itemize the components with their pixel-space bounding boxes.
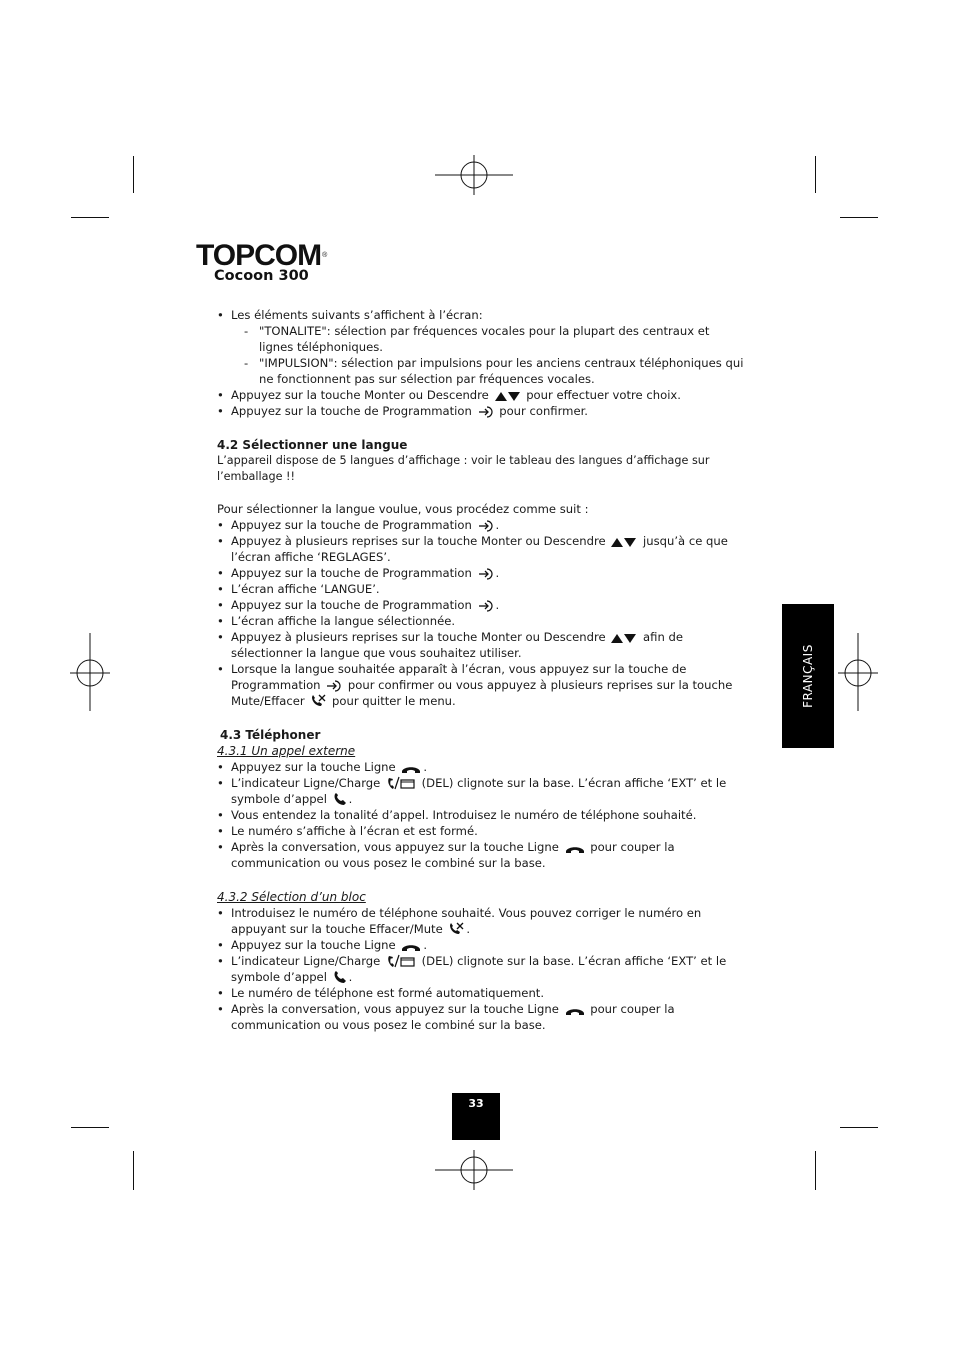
external-call-steps [217, 759, 747, 871]
crop-mark [71, 1127, 109, 1128]
up-down-arrows-icon [611, 633, 637, 644]
list-item: • Après la conversation, vous appuyez sur la touche Ligne pour couper la communication ou vous posez le combiné sur la base. [217, 1001, 747, 1033]
language-tab [782, 604, 834, 748]
crop-mark [840, 1127, 878, 1128]
note: L’appareil dispose de 5 langues d’affichage : voir le tableau des langues d’affichage sur l’emballage !! [217, 454, 710, 483]
page-content [217, 307, 747, 1033]
line-charge-led-icon [386, 776, 416, 790]
up-down-arrows-icon [611, 537, 637, 548]
subsection-heading-4-3-2: 4.3.2 Sélection d’un bloc [217, 890, 366, 904]
list-item: • Le numéro s’affiche à l’écran et est formé. [217, 823, 747, 839]
mute-erase-icon [448, 922, 464, 936]
list-item: • L’écran affiche la langue sélectionnée. [217, 613, 747, 629]
registration-mark-top [435, 155, 515, 195]
mute-erase-icon [310, 694, 326, 708]
crop-mark [71, 217, 109, 218]
line-handset-icon [565, 845, 585, 854]
programming-key-icon [478, 600, 494, 612]
list-item: • Appuyez sur la touche de Programmation pour confirmer. [217, 403, 747, 419]
call-symbol-icon [333, 793, 347, 806]
list-item: • Appuyez sur la touche de Programmation . [217, 517, 747, 533]
line-charge-led-icon [386, 954, 416, 968]
list-item: • Appuyez à plusieurs reprises sur la touche Monter ou Descendre afin de sélectionner la langue que vous souhaitez utiliser. [217, 629, 747, 661]
model-name: Cocoon 300 [214, 268, 309, 284]
language-steps [217, 517, 747, 709]
paragraph: Pour sélectionner la langue voulue, vous procédez comme suit : [217, 502, 589, 516]
programming-key-icon [326, 680, 342, 692]
list-item: - "IMPULSION": sélection par impulsions pour les anciens centraux téléphoniques qui ne fonctionnent pas sur sélection par fréquences vocales. [231, 355, 747, 387]
list-item: • Appuyez sur la touche Ligne . [217, 937, 747, 953]
brand-logo: TOPCOM® [196, 239, 327, 272]
list-item: • L’indicateur Ligne/Charge (DEL) clignote sur la base. L’écran affiche ‘EXT’ et le symbole d’appel . [217, 775, 747, 807]
programming-key-icon [478, 520, 494, 532]
section-heading-4-3: 4.3 Téléphoner [220, 728, 321, 742]
page-number: 33 [452, 1093, 500, 1140]
programming-key-icon [478, 568, 494, 580]
section-heading-4-2: 4.2 Sélectionner une langue [217, 438, 408, 452]
list-item: • Lorsque la langue souhaitée apparaît à l’écran, vous appuyez sur la touche de Programmation pour confirmer ou vous appuyez à plusieurs reprises sur la touche Mute/Effacer pour quitter le menu. [217, 661, 747, 709]
list-item: • Introduisez le numéro de téléphone souhaité. Vous pouvez corriger le numéro en appuyant sur la touche Effacer/Mute . [217, 905, 747, 937]
list-item: • Après la conversation, vous appuyez sur la touche Ligne pour couper la communication ou vous posez le combiné sur la base. [217, 839, 747, 871]
list-item: • L’écran affiche ‘LANGUE’. [217, 581, 747, 597]
call-symbol-icon [333, 971, 347, 984]
block-dial-steps [217, 905, 747, 1033]
crop-mark [840, 217, 878, 218]
list-item: • Appuyez sur la touche Ligne . [217, 759, 747, 775]
crop-mark [815, 156, 816, 193]
registration-mark-bottom [435, 1150, 515, 1190]
line-handset-icon [401, 943, 421, 952]
intro-list [217, 307, 747, 419]
crop-mark [815, 1151, 816, 1190]
line-handset-icon [401, 765, 421, 774]
language-tab-label: FRANÇAIS [801, 644, 815, 708]
line-handset-icon [565, 1007, 585, 1016]
up-down-arrows-icon [495, 391, 521, 402]
list-item: - "TONALITE": sélection par fréquences vocales pour la plupart des centraux et lignes téléphoniques. [231, 323, 747, 355]
list-item: • Appuyez sur la touche Monter ou Descendre pour effectuer votre choix. [217, 387, 747, 403]
list-item: • L’indicateur Ligne/Charge (DEL) clignote sur la base. L’écran affiche ‘EXT’ et le symbole d’appel . [217, 953, 747, 985]
list-item: • Les éléments suivants s’affichent à l’écran: - "TONALITE": sélection par fréquences vocales pour la plupart des centraux et lignes téléphoniques. - "IMPULSION": sélection par impulsions pour les anciens centraux téléphoniques qui ne fonctionnent pas sur sélection par fréquences vocales. [217, 307, 747, 387]
list-item: • Appuyez à plusieurs reprises sur la touche Monter ou Descendre jusqu’à ce que l’écran affiche ‘REGLAGES’. [217, 533, 747, 565]
crop-mark [133, 156, 134, 193]
subsection-heading-4-3-1: 4.3.1 Un appel externe [217, 744, 356, 758]
list-item: • Appuyez sur la touche de Programmation . [217, 597, 747, 613]
list-item: • Vous entendez la tonalité d’appel. Introduisez le numéro de téléphone souhaité. [217, 807, 747, 823]
list-item: • Appuyez sur la touche de Programmation . [217, 565, 747, 581]
crop-mark [133, 1151, 134, 1190]
registration-mark-left [70, 633, 110, 713]
list-item: • Le numéro de téléphone est formé automatiquement. [217, 985, 747, 1001]
registration-mark-right [838, 633, 878, 713]
programming-key-icon [478, 406, 494, 418]
